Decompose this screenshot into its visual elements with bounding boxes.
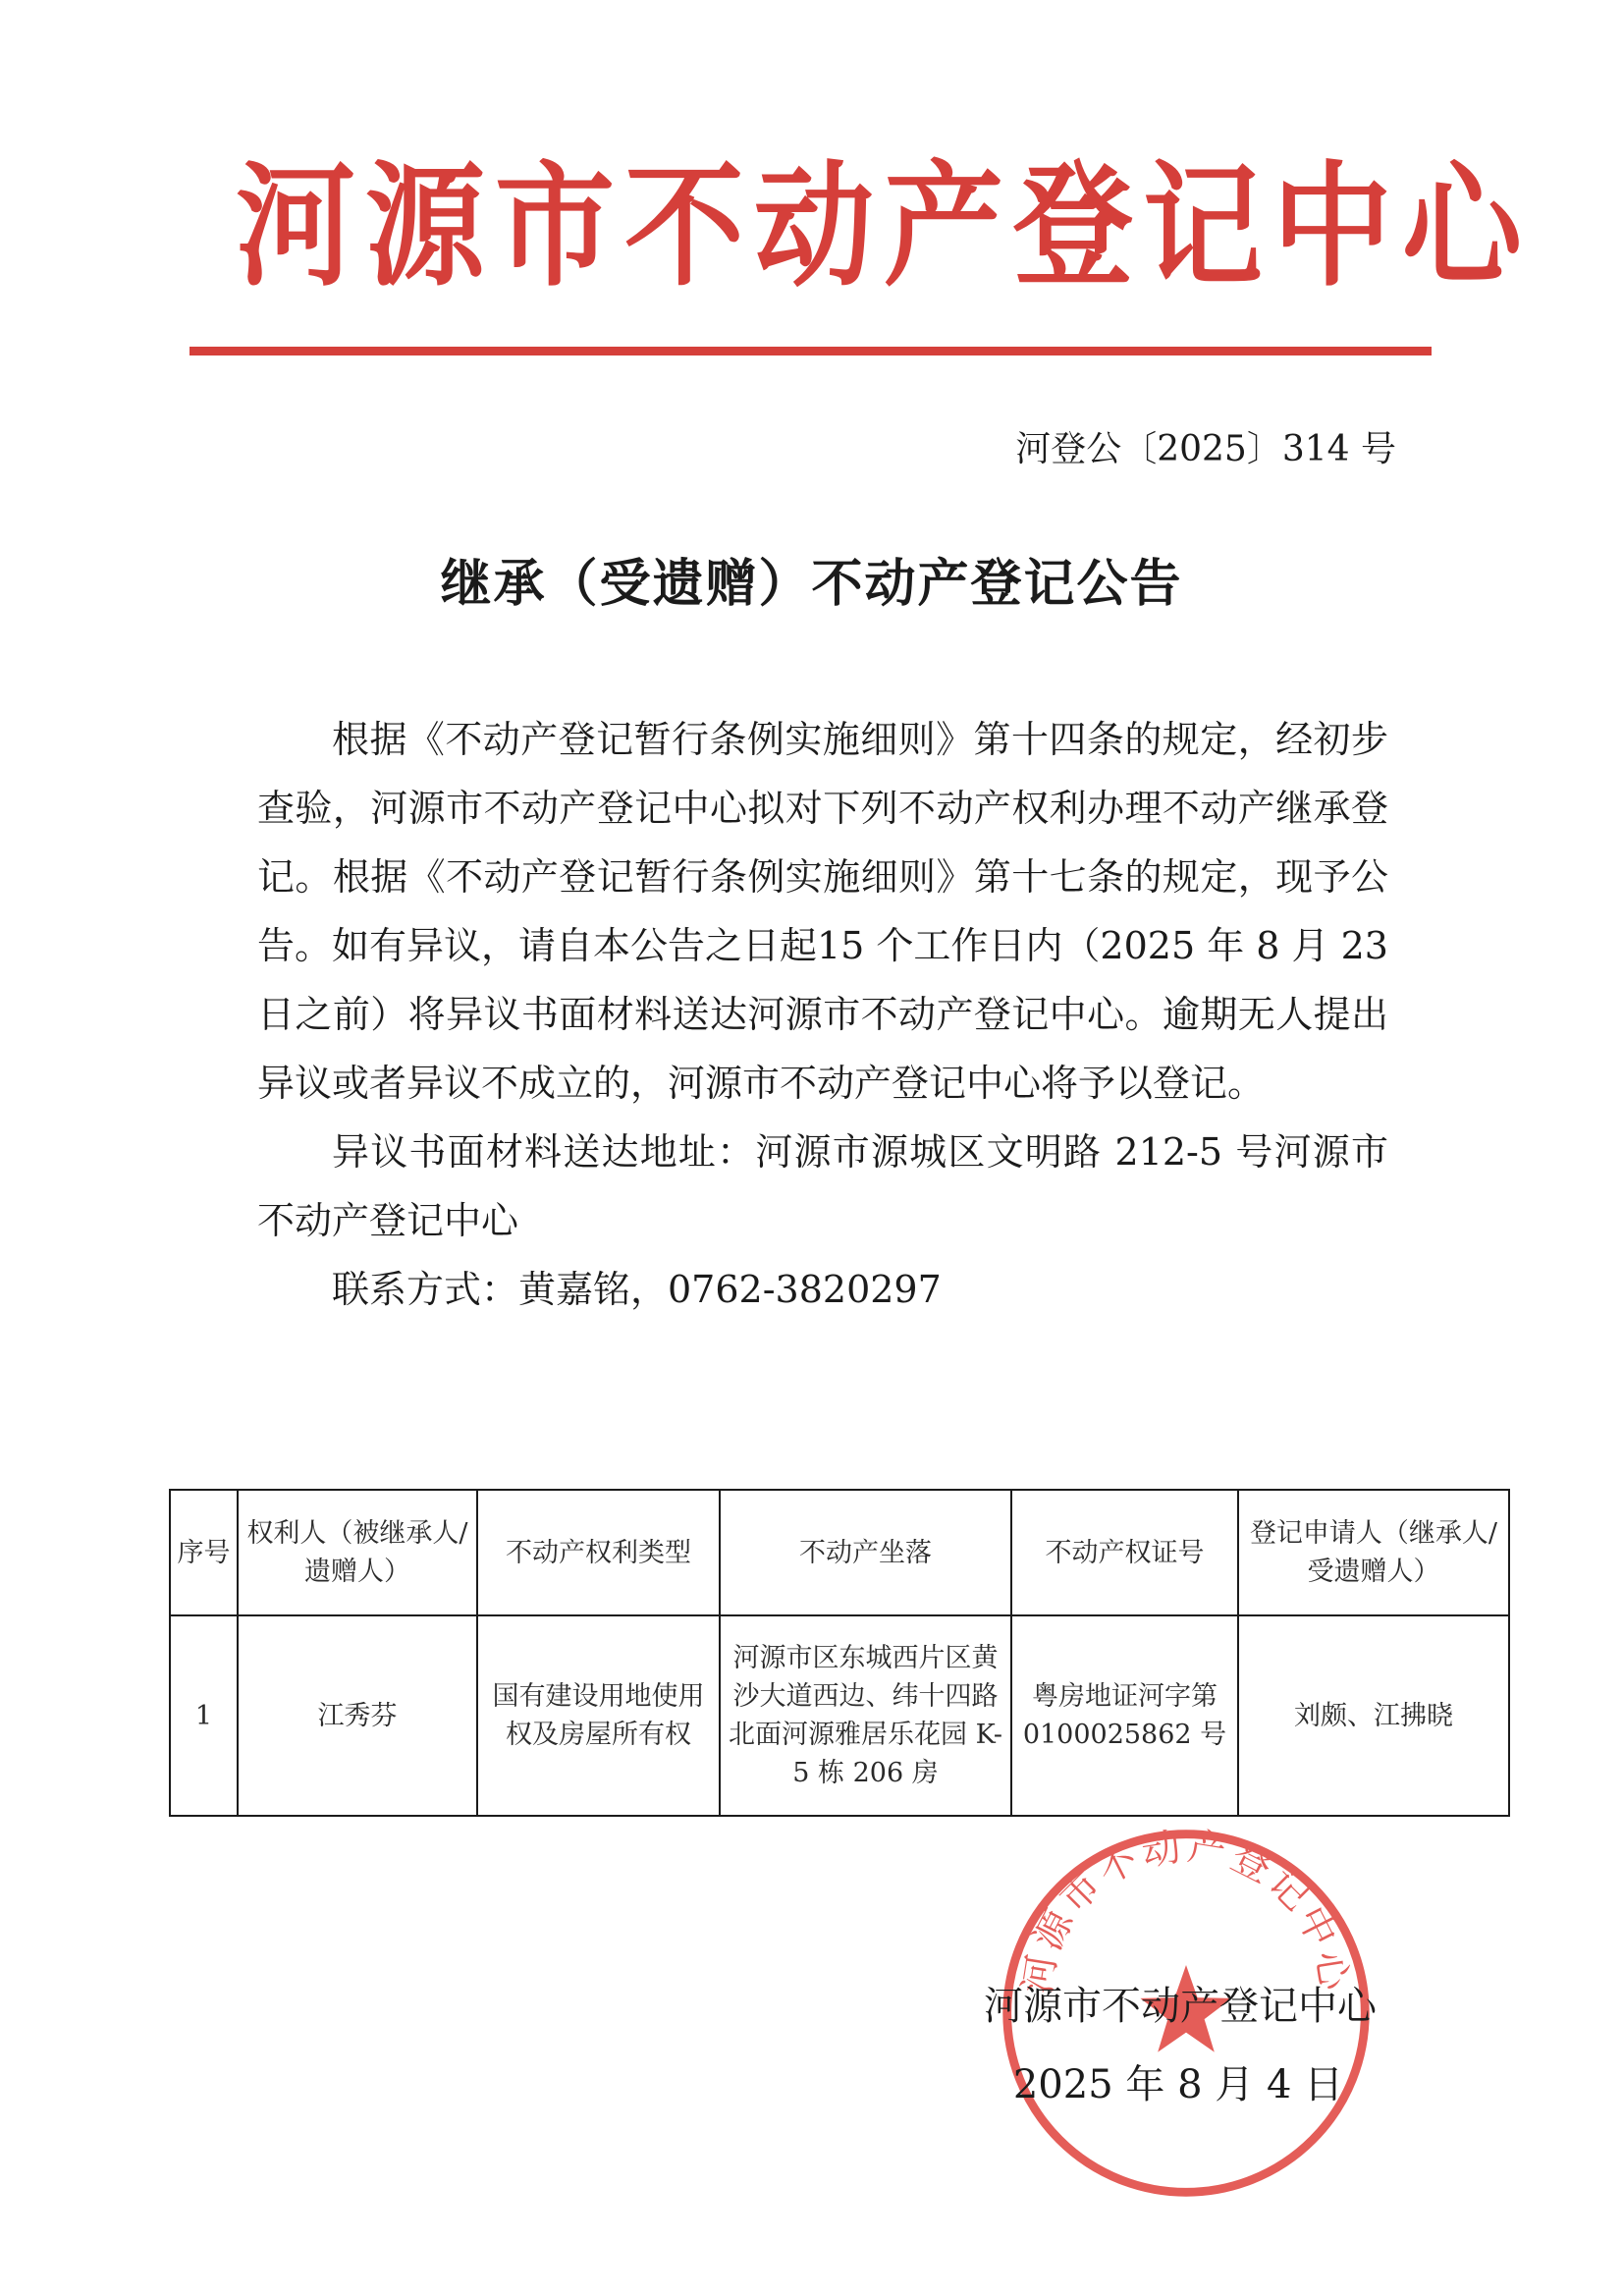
header-red-rule (189, 347, 1432, 355)
header-cell-applicants: 登记申请人（继承人/受遗赠人） (1238, 1490, 1509, 1615)
body-paragraph-address: 异议书面材料送达地址：河源市源城区文明路 212-5 号河源市不动产登记中心 (257, 1130, 1388, 1242)
header-cell-seq: 序号 (170, 1490, 238, 1615)
cell-right-type: 国有建设用地使用权及房屋所有权 (477, 1615, 720, 1816)
issue-date: 2025 年 8 月 4 日 (1012, 2062, 1344, 2107)
table-header-row (170, 1490, 1509, 1615)
cell-cert-no: 粤房地证河字第 0100025862 号 (1011, 1615, 1238, 1816)
body-paragraph-legal-basis: 根据《不动产登记暂行条例实施细则》第十四条的规定，经初步查验，河源市不动产登记中心拟对下列不动产权利办理不动产继承登记。根据《不动产登记暂行条例实施细则》第十七条的规定，现予公告。如有异议，请自本公告之日起15 个工作日内（2025 年 8 月 23 日之前）将异议书面材料送达河源市不动产登记中心。逾期无人提出异议或者异议不成立的，河源市不动产登记中心将予以登记。 (257, 718, 1388, 1105)
table-row (170, 1615, 1509, 1816)
cell-location: 河源市区东城西片区黄沙大道西边、纬十四路北面河源雅居乐花园 K-5 栋 206 房 (720, 1615, 1011, 1816)
document-title: 继承（受遗赠）不动产登记公告 (440, 555, 1183, 614)
issuer-name: 河源市不动产登记中心 (984, 1984, 1377, 2029)
property-table (169, 1489, 1510, 1817)
cell-holder: 江秀芬 (238, 1615, 477, 1816)
cell-applicants: 刘颇、江拂晓 (1238, 1615, 1509, 1816)
announcement-body (257, 705, 1388, 1324)
body-paragraph-contact: 联系方式：黄嘉铭，0762-3820297 (332, 1268, 942, 1311)
cell-seq: 1 (170, 1615, 238, 1816)
header-cell-cert-no: 不动产权证号 (1011, 1490, 1238, 1615)
header-cell-location: 不动产坐落 (720, 1490, 1011, 1615)
document-number: 河登公〔2025〕314 号 (1015, 429, 1396, 469)
org-header-title: 河源市不动产登记中心 (236, 148, 1532, 305)
header-cell-holder: 权利人（被继承人/遗赠人） (238, 1490, 477, 1615)
seal-text: 河源市不动产登记中心 (1015, 1825, 1357, 1997)
header-cell-right-type: 不动产权利类型 (477, 1490, 720, 1615)
